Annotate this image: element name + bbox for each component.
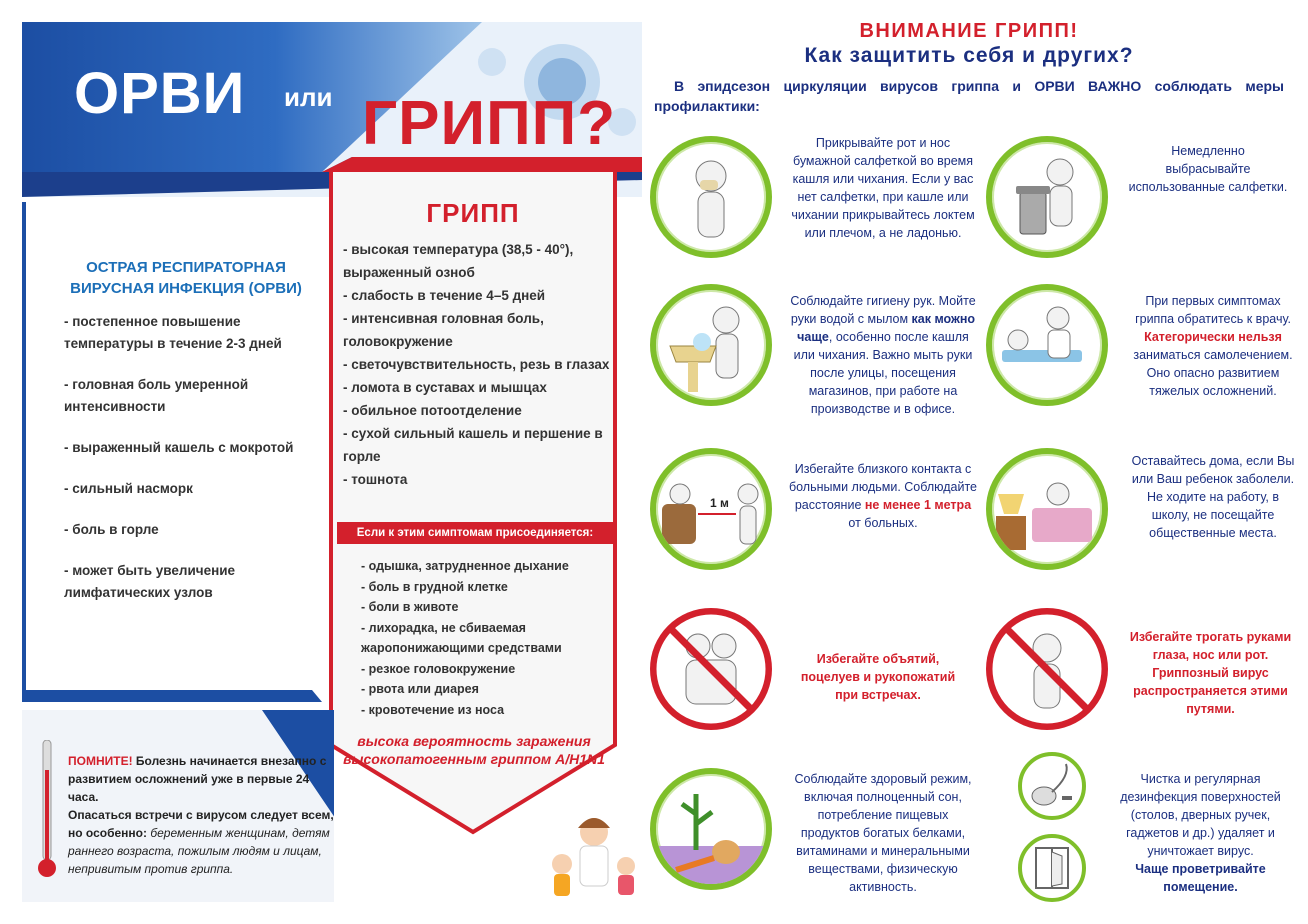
- reminder-text: [68, 752, 338, 878]
- list-item: - высокая температура (38,5 - 40°), выраженный озноб: [343, 242, 574, 280]
- doctor-text-c: заниматься самолечением. Оно опасно развитием тяжелых осложнений.: [1133, 348, 1293, 398]
- intro-text: В эпидсезон циркуляции вирусов гриппа и ОРВИ ВАЖНО соблюдать меры профилактики:: [654, 78, 1284, 114]
- tip-keep-distance-text: [788, 460, 978, 532]
- tip-throw-tissues-text: Немедленно выбрасывайте использованные салфетки.: [1128, 144, 1288, 194]
- orvi-heading: ОРВИ: [74, 61, 246, 126]
- distance-icon: [650, 448, 772, 570]
- sneeze-icon: [650, 136, 772, 258]
- doctor-text-b: Категорически нельзя: [1144, 330, 1282, 344]
- no-hugs-icon: [650, 608, 772, 730]
- list-item: - постепенное повышение температуры в течение 2-3 дней: [64, 314, 282, 351]
- flu-heading: ГРИПП?: [362, 89, 617, 158]
- stay-home-icon: [986, 448, 1108, 570]
- reminder-line-1: Болезнь начинается внезапно с развитием осложнений уже в первые 24 часа.: [68, 754, 327, 804]
- list-item: - боль в горле: [64, 522, 159, 537]
- orvi-or-flu-poster: [22, 22, 642, 902]
- reminder-line-2: Опасаться встречи с вирусом следует всем, но особенно:: [68, 808, 334, 840]
- list-item: - ломота в суставах и мышцах: [343, 380, 547, 395]
- or-word: или: [284, 82, 333, 112]
- disinfect-text-a: Чистка и регулярная дезинфекция поверхностей (столов, дверных ручек, гаджетов и др.) удаляет и уничтожает вирус.: [1120, 772, 1281, 858]
- reminder-box: [22, 690, 334, 902]
- orvi-symptom-list: [26, 311, 334, 604]
- flu-symptoms-column: [329, 170, 617, 835]
- tip-healthy-lifestyle-text: Соблюдайте здоровый режим, включая полноценный сон, потребление пищевых продуктов богатых белками, витаминами и минеральными веществами, физическую активность.: [794, 772, 972, 894]
- doctor-visit-icon: [986, 284, 1108, 406]
- orvi-column-title: ОСТРАЯ РЕСПИРАТОРНАЯ ВИРУСНАЯ ИНФЕКЦИЯ (ОРВИ): [70, 259, 302, 297]
- distance-text-a: Избегайте близкого контакта с больными людьми. Соблюдайте расстояние: [788, 462, 978, 512]
- tip-disinfect-text: [1108, 770, 1293, 896]
- distance-text-c: от больных.: [848, 516, 918, 530]
- list-item: - светочувствительность, резь в глазах: [343, 357, 610, 372]
- wash-text-a: Соблюдайте гигиену рук. Мойте руки водой с мылом: [790, 294, 976, 326]
- distance-text-b: не менее 1 метра: [864, 498, 972, 512]
- doctor-with-children-illustration: [542, 812, 642, 902]
- tip-wash-hands-text: [788, 292, 978, 418]
- protect-title: Как защитить себя и других?: [804, 44, 1134, 67]
- tip-cover-mouth-text: Прикрывайте рот и нос бумажной салфеткой во время кашля или чихания. Если у вас нет салфетки, при кашле или чихании прикрывайтесь локтем или плечом, а не ладонью.: [791, 136, 975, 240]
- ventilate-text: Чаще проветривайте помещение.: [1135, 862, 1266, 894]
- list-item: - обильное потоотделение: [343, 403, 522, 418]
- orvi-symptoms-column: [22, 202, 334, 702]
- list-item: - кровотечение из носа: [361, 702, 505, 717]
- wash-text-b: как можно чаще: [797, 312, 976, 344]
- healthy-food-icon: [650, 768, 772, 890]
- list-item: - рвота или диарея: [361, 682, 479, 696]
- attention-title: ВНИМАНИЕ ГРИПП!: [859, 20, 1079, 42]
- thermometer-icon: [38, 740, 56, 880]
- tip-see-doctor-text: [1128, 292, 1298, 400]
- tip-no-touch-face-text: Избегайте трогать руками глаза, нос или рот. Гриппозный вирус распространяется этими путями.: [1129, 630, 1292, 716]
- list-item: - тошнота: [343, 472, 408, 487]
- vacuum-cleaner-icon: [1018, 752, 1086, 820]
- distance-label: 1 м: [710, 496, 729, 510]
- tip-no-hugs-text: Избегайте объятий, поцелуев и рукопожатий при встречах.: [800, 652, 956, 702]
- complications-bar: Если к этим симптомам присоединяется:: [337, 522, 613, 544]
- list-item: - одышка, затрудненное дыхание: [361, 559, 569, 573]
- list-item: - боли в животе: [361, 600, 459, 614]
- list-item: - может быть увеличение лимфатических узлов: [64, 563, 236, 600]
- list-item: - резкое головокружение: [361, 661, 516, 676]
- wash-text-c: , особенно после кашля или чихания. Важно мыть руки после улицы, посещения магазинов, при работе на производстве и в офисе.: [793, 330, 973, 416]
- h1n1-warning: высока вероятность заражения высокопатогенным гриппом A/H1N1: [343, 733, 605, 767]
- flu-symptom-list: [343, 238, 611, 491]
- tip-stay-home-text: Оставайтесь дома, если Вы или Ваш ребенок заболели. Не ходите на работу, в школу, не посещайте общественные места.: [1131, 454, 1295, 540]
- flu-column-title: ГРИПП: [426, 198, 520, 228]
- list-item: - слабость в течение 4–5 дней: [343, 288, 546, 303]
- window-icon: [1018, 834, 1086, 902]
- list-item: - лихорадка, не сбиваемая жаропонижающими средствами: [361, 620, 562, 655]
- list-item: - головная боль умеренной интенсивности: [64, 377, 249, 414]
- remember-label: ПОМНИТЕ!: [68, 754, 133, 768]
- list-item: - сухой сильный кашель и першение в горле: [343, 426, 603, 464]
- list-item: - боль в грудной клетке: [361, 579, 508, 594]
- list-item: - выраженный кашель с мокротой: [64, 440, 294, 455]
- doctor-text-a: При первых симптомах гриппа обратитесь к врачу.: [1135, 294, 1291, 326]
- flu-prevention-poster: [648, 18, 1295, 908]
- list-item: - сильный насморк: [64, 481, 193, 496]
- hand-washing-icon: [650, 284, 772, 406]
- list-item: - интенсивная головная боль, головокружение: [343, 311, 544, 349]
- trash-can-icon: [986, 136, 1108, 258]
- complications-list: [361, 556, 611, 720]
- no-touch-face-icon: [986, 608, 1108, 730]
- reminder-line-3: беременным женщинам, детям раннего возраста, пожилым людям и лицам, непривитым против гриппа.: [68, 826, 330, 876]
